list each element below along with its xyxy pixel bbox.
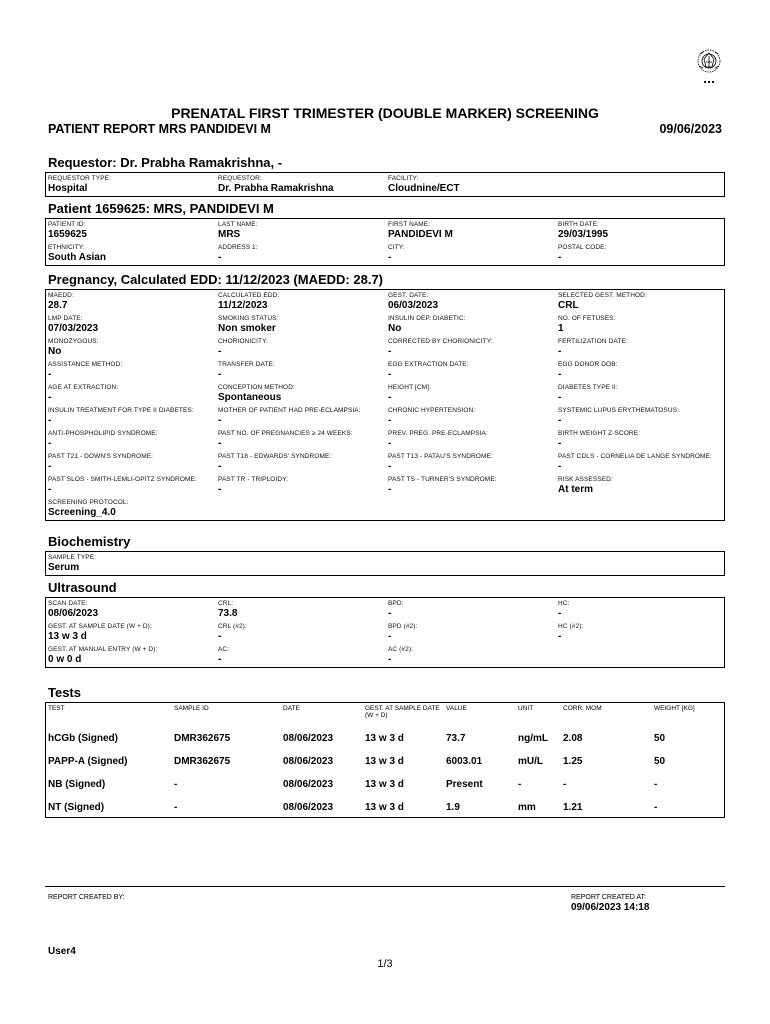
field-label: EGG DONOR DOB: bbox=[558, 361, 618, 368]
field-height-cm bbox=[386, 382, 556, 405]
field-scan-date bbox=[46, 598, 216, 621]
field-bpd bbox=[386, 598, 556, 621]
table-cell: 50 bbox=[654, 756, 666, 767]
table-cell: 13 w 3 d bbox=[365, 756, 404, 767]
field-value: 08/06/2023 bbox=[48, 608, 99, 619]
table-cell: 50 bbox=[654, 733, 666, 744]
field-value: - bbox=[388, 392, 392, 403]
table-cell: 08/06/2023 bbox=[283, 802, 334, 813]
field-maedd bbox=[46, 290, 216, 313]
field-value: 28.7 bbox=[48, 300, 68, 311]
field-label: GEST. AT SAMPLE DATE (W + D): bbox=[48, 623, 152, 630]
requestor-box bbox=[45, 172, 725, 197]
field-label: RISK ASSESSED: bbox=[558, 476, 613, 483]
field-address-1 bbox=[216, 242, 386, 265]
field-label: PREV. PREG. PRE-ECLAMPSIA: bbox=[388, 430, 488, 437]
table-cell: mU/L bbox=[518, 756, 543, 767]
field-birth-weight-z-score bbox=[556, 428, 724, 451]
field-lmp-date bbox=[46, 313, 216, 336]
field-value: - bbox=[218, 346, 222, 357]
field-label: DIABETES TYPE II: bbox=[558, 384, 618, 391]
field-label: SMOKING STATUS: bbox=[218, 315, 279, 322]
table-row bbox=[45, 727, 725, 750]
field-monozygous bbox=[46, 336, 216, 359]
field-value: - bbox=[388, 654, 392, 665]
table-cell: - bbox=[174, 802, 178, 813]
column-header-corr-mom: CORR. MOM bbox=[563, 705, 602, 712]
field-value: No bbox=[388, 323, 402, 334]
field-label: INSULIN TREATMENT FOR TYPE II DIABETES: bbox=[48, 407, 194, 414]
field-value: 06/03/2023 bbox=[388, 300, 439, 311]
field-past-cdls-cornelia-de-lange-syndrome bbox=[556, 451, 724, 474]
field-value: - bbox=[48, 461, 52, 472]
field-label: BIRTH DATE: bbox=[558, 221, 599, 228]
field-gest-at-sample-date-w-d bbox=[46, 621, 216, 644]
field-value: Spontaneous bbox=[218, 392, 282, 403]
field-value: - bbox=[218, 252, 222, 263]
field-value: - bbox=[388, 346, 392, 357]
field-label: GEST. AT MANUAL ENTRY (W + D): bbox=[48, 646, 158, 653]
field-age-at-extraction bbox=[46, 382, 216, 405]
field-value: Screening_4.0 bbox=[48, 507, 116, 518]
field-past-slos-smith-lemli-opitz-syndrome bbox=[46, 474, 216, 497]
field-label: SCAN DATE: bbox=[48, 600, 88, 607]
field-label: PAST SLOS - SMITH-LEMLI-OPITZ SYNDROME: bbox=[48, 476, 197, 483]
field-fertilization-date bbox=[556, 336, 724, 359]
pregnancy-heading: Pregnancy, Calculated EDD: 11/12/2023 (MAEDD: 28.7) bbox=[48, 272, 383, 287]
field-value: - bbox=[388, 369, 392, 380]
field-label: NO. OF FETUSES: bbox=[558, 315, 616, 322]
table-cell: 08/06/2023 bbox=[283, 733, 334, 744]
field-label: BPD: bbox=[388, 600, 404, 607]
field-past-t21-down-s-syndrome bbox=[46, 451, 216, 474]
field-label: CITY: bbox=[388, 244, 405, 251]
field-value: - bbox=[388, 438, 392, 449]
pregnancy-box bbox=[45, 289, 725, 521]
field-crl bbox=[216, 598, 386, 621]
page-number: 1/3 bbox=[377, 958, 393, 970]
tests-table bbox=[45, 702, 725, 819]
field-label: ETHNICITY: bbox=[48, 244, 85, 251]
field-anti-phospholipid-syndrome bbox=[46, 428, 216, 451]
field-systemic-lupus-erythematosus bbox=[556, 405, 724, 428]
field-label: PAST T21 - DOWN'S SYNDROME: bbox=[48, 453, 154, 460]
field-insulin-treatment-for-type-ii-diabetes bbox=[46, 405, 216, 428]
field-screening-protocol bbox=[46, 497, 216, 520]
table-cell: ng/mL bbox=[518, 733, 548, 744]
field-city bbox=[386, 242, 556, 265]
field-hc bbox=[556, 598, 724, 621]
table-cell: NT (Signed) bbox=[48, 802, 105, 813]
field-smoking-status bbox=[216, 313, 386, 336]
table-cell: hCGb (Signed) bbox=[48, 733, 118, 744]
field-value: - bbox=[218, 461, 222, 472]
field-value: - bbox=[558, 438, 562, 449]
tests-header-row bbox=[45, 702, 725, 727]
field-label: CALCULATED EDD: bbox=[218, 292, 280, 299]
field-value: - bbox=[388, 415, 392, 426]
field-no-of-fetuses bbox=[556, 313, 724, 336]
field-label: CRL: bbox=[218, 600, 234, 607]
field-value: - bbox=[388, 252, 392, 263]
field-label: CHRONIC HYPERTENSION: bbox=[388, 407, 476, 414]
field-birth-date bbox=[556, 219, 724, 242]
field-label: GEST. DATE: bbox=[388, 292, 429, 299]
field-value: At term bbox=[558, 484, 594, 495]
table-cell: 2.08 bbox=[563, 733, 583, 744]
field-label: CHORIONICITY: bbox=[218, 338, 269, 345]
field-egg-donor-dob bbox=[556, 359, 724, 382]
field-value: 11/12/2023 bbox=[218, 300, 268, 311]
field-label: MOTHER OF PATIENT HAD PRE-ECLAMPSIA: bbox=[218, 407, 361, 414]
field-value: No bbox=[48, 346, 62, 357]
field-label: HEIGHT [CM]: bbox=[388, 384, 431, 391]
field-label: TRANSFER DATE: bbox=[218, 361, 275, 368]
field-past-no-of-pregnancies-24-weeks bbox=[216, 428, 386, 451]
field-label: POSTAL CODE: bbox=[558, 244, 607, 251]
table-cell: mm bbox=[518, 802, 536, 813]
field-transfer-date bbox=[216, 359, 386, 382]
field-label: HC: bbox=[558, 600, 570, 607]
field-value: - bbox=[558, 392, 562, 403]
field-label: PAST TS - TURNER'S SYNDROME: bbox=[388, 476, 497, 483]
field-assistance-method bbox=[46, 359, 216, 382]
table-cell: 13 w 3 d bbox=[365, 802, 404, 813]
field-label: AC (#2): bbox=[388, 646, 414, 653]
field-gest-at-manual-entry-w-d bbox=[46, 644, 216, 667]
table-cell: 6003.01 bbox=[446, 756, 483, 767]
table-cell: 1.9 bbox=[446, 802, 460, 813]
field-hc-2 bbox=[556, 621, 724, 644]
table-cell: DMR362675 bbox=[174, 733, 231, 744]
field-selected-gest-method bbox=[556, 290, 724, 313]
table-cell: NB (Signed) bbox=[48, 779, 106, 790]
field-sample-type: SAMPLE TYPE: Serum bbox=[48, 554, 97, 573]
field-requestor: REQUESTOR: Dr. Prabha Ramakrishna bbox=[218, 175, 334, 194]
field-past-t18-edwards-syndrome bbox=[216, 451, 386, 474]
field-value: - bbox=[48, 484, 52, 495]
field-bpd-2 bbox=[386, 621, 556, 644]
created-at-label: REPORT CREATED AT: bbox=[571, 894, 646, 901]
column-header-test: TEST bbox=[48, 705, 65, 712]
field-label: BPD (#2): bbox=[388, 623, 418, 630]
requestor-heading: Requestor: Dr. Prabha Ramakrishna, - bbox=[48, 155, 283, 170]
table-cell: 13 w 3 d bbox=[365, 779, 404, 790]
field-label: PAST TR - TRIPLOIDY: bbox=[218, 476, 289, 483]
ultrasound-box bbox=[45, 597, 725, 668]
field-label: LMP DATE: bbox=[48, 315, 83, 322]
field-value: - bbox=[218, 369, 222, 380]
field-chorionicity bbox=[216, 336, 386, 359]
biochemistry-box bbox=[45, 551, 725, 576]
field-label: SYSTEMIC LUPUS ERYTHEMATOSUS: bbox=[558, 407, 680, 414]
svg-text:▪ ▪ ▪: ▪ ▪ ▪ bbox=[703, 79, 715, 84]
table-row bbox=[45, 773, 725, 796]
column-header-date: DATE bbox=[283, 705, 300, 712]
field-value: - bbox=[388, 461, 392, 472]
field-value: - bbox=[388, 631, 392, 642]
institution-seal-logo bbox=[694, 44, 724, 86]
table-cell: 08/06/2023 bbox=[283, 756, 334, 767]
column-header-value: VALUE bbox=[446, 705, 467, 712]
field-past-ts-turner-s-syndrome bbox=[386, 474, 556, 497]
field-egg-extraction-date bbox=[386, 359, 556, 382]
report-date: 09/06/2023 bbox=[659, 122, 722, 136]
field-label: PAST CDLS - CORNELIA DE LANGE SYNDROME: bbox=[558, 453, 712, 460]
field-value: - bbox=[48, 392, 52, 403]
column-header-gest-at-sample-date-w-d: GEST. AT SAMPLE DATE (W + D) bbox=[365, 705, 440, 719]
field-value: - bbox=[558, 608, 562, 619]
field-value: South Asian bbox=[48, 252, 106, 263]
field-label: CORRECTED BY CHORIONICITY: bbox=[388, 338, 493, 345]
table-row bbox=[45, 750, 725, 773]
field-requestor-type: REQUESTOR TYPE: Hospital bbox=[48, 175, 112, 194]
field-value: 1659625 bbox=[48, 229, 87, 240]
user-name: User4 bbox=[48, 946, 76, 957]
field-label: EGG EXTRACTION DATE: bbox=[388, 361, 469, 368]
field-ethnicity bbox=[46, 242, 216, 265]
field-value: 13 w 3 d bbox=[48, 631, 87, 642]
field-value: - bbox=[558, 461, 562, 472]
field-label: CRL (#2): bbox=[218, 623, 247, 630]
created-by-label: REPORT CREATED BY: bbox=[48, 894, 125, 901]
field-value: - bbox=[558, 252, 562, 263]
table-cell: PAPP-A (Signed) bbox=[48, 756, 128, 767]
field-label: FERTILIZATION DATE: bbox=[558, 338, 628, 345]
table-row bbox=[45, 796, 725, 819]
field-value: - bbox=[218, 438, 222, 449]
table-cell: - bbox=[654, 802, 658, 813]
field-label: PAST NO. OF PREGNANCIES ≥ 24 WEEKS: bbox=[218, 430, 353, 437]
field-mother-of-patient-had-pre-eclampsia bbox=[216, 405, 386, 428]
field-value: - bbox=[218, 484, 222, 495]
table-cell: 13 w 3 d bbox=[365, 733, 404, 744]
field-label: BIRTH WEIGHT Z-SCORE: bbox=[558, 430, 641, 437]
field-label: PAST T13 - PATAU'S SYNDROME: bbox=[388, 453, 493, 460]
field-label: PATIENT ID: bbox=[48, 221, 86, 228]
field-value: 0 w 0 d bbox=[48, 654, 82, 665]
field-label: ADDRESS 1: bbox=[218, 244, 258, 251]
report-title: PRENATAL FIRST TRIMESTER (DOUBLE MARKER) SCREENING bbox=[171, 105, 599, 121]
table-cell: 08/06/2023 bbox=[283, 779, 334, 790]
field-value: - bbox=[558, 631, 562, 642]
field-label: PAST T18 - EDWARDS' SYNDROME: bbox=[218, 453, 332, 460]
field-last-name bbox=[216, 219, 386, 242]
table-cell: - bbox=[654, 779, 658, 790]
field-past-tr-triploidy bbox=[216, 474, 386, 497]
field-diabetes-type-ii bbox=[556, 382, 724, 405]
field-value: - bbox=[558, 346, 562, 357]
table-cell: - bbox=[563, 779, 567, 790]
table-cell: Present bbox=[446, 779, 483, 790]
field-value: - bbox=[48, 415, 52, 426]
patient-heading: Patient 1659625: MRS, PANDIDEVI M bbox=[48, 201, 274, 216]
field-insulin-dep-diabetic bbox=[386, 313, 556, 336]
table-cell: 1.21 bbox=[563, 802, 583, 813]
field-value: PANDIDEVI M bbox=[388, 229, 453, 240]
created-at-value: 09/06/2023 14:18 bbox=[571, 902, 650, 913]
field-label: AGE AT EXTRACTION: bbox=[48, 384, 119, 391]
field-postal-code bbox=[556, 242, 724, 265]
column-header-sample-id: SAMPLE ID bbox=[174, 705, 209, 712]
table-cell: DMR362675 bbox=[174, 756, 231, 767]
field-value: - bbox=[558, 415, 562, 426]
field-label: INSULIN DEP. DIABETIC: bbox=[388, 315, 466, 322]
patient-box bbox=[45, 218, 725, 266]
table-cell: 1.25 bbox=[563, 756, 583, 767]
field-value: - bbox=[218, 631, 222, 642]
report-subtitle: PATIENT REPORT MRS PANDIDEVI M bbox=[48, 122, 271, 136]
field-crl-2 bbox=[216, 621, 386, 644]
field-value: - bbox=[558, 369, 562, 380]
field-value: 73.8 bbox=[218, 608, 238, 619]
ultrasound-heading: Ultrasound bbox=[48, 580, 117, 595]
field-label: MAEDD: bbox=[48, 292, 74, 299]
table-cell: 73.7 bbox=[446, 733, 466, 744]
table-cell: - bbox=[518, 779, 522, 790]
field-label: CONCEPTION METHOD: bbox=[218, 384, 295, 391]
footer-divider bbox=[45, 886, 725, 887]
field-value: 29/03/1995 bbox=[558, 229, 609, 240]
field-label: MONOZYGOUS: bbox=[48, 338, 99, 345]
column-header-weight-kg: WEIGHT [KG] bbox=[654, 705, 695, 712]
field-value: - bbox=[388, 608, 392, 619]
field-value: - bbox=[218, 415, 222, 426]
field-risk-assessed bbox=[556, 474, 724, 497]
column-header-unit: UNIT bbox=[518, 705, 534, 712]
field-value: 1 bbox=[558, 323, 564, 334]
field-conception-method bbox=[216, 382, 386, 405]
field-calculated-edd bbox=[216, 290, 386, 313]
field-gest-date bbox=[386, 290, 556, 313]
field-chronic-hypertension bbox=[386, 405, 556, 428]
field-label: ANTI-PHOSPHOLIPID SYNDROME: bbox=[48, 430, 158, 437]
field-facility: FACILITY: Cloudnine/ECT bbox=[388, 175, 460, 194]
field-value: - bbox=[48, 438, 52, 449]
tests-heading: Tests bbox=[48, 685, 81, 700]
table-cell: - bbox=[174, 779, 178, 790]
field-value: 07/03/2023 bbox=[48, 323, 99, 334]
field-value: MRS bbox=[218, 229, 241, 240]
field-label: SCREENING PROTOCOL: bbox=[48, 499, 129, 506]
field-label: SELECTED GEST. METHOD: bbox=[558, 292, 647, 299]
field-label: LAST NAME: bbox=[218, 221, 258, 228]
field-value: - bbox=[218, 654, 222, 665]
field-ac-2 bbox=[386, 644, 556, 667]
field-past-t13-patau-s-syndrome bbox=[386, 451, 556, 474]
field-value: CRL bbox=[558, 300, 579, 311]
field-patient-id bbox=[46, 219, 216, 242]
field-corrected-by-chorionicity bbox=[386, 336, 556, 359]
field-value: - bbox=[48, 369, 52, 380]
field-prev-preg-pre-eclampsia bbox=[386, 428, 556, 451]
field-first-name bbox=[386, 219, 556, 242]
field-label: HC (#2): bbox=[558, 623, 584, 630]
field-value: - bbox=[388, 484, 392, 495]
field-value: Non smoker bbox=[218, 323, 276, 334]
field-label: ASSISTANCE METHOD: bbox=[48, 361, 123, 368]
field-label: FIRST NAME: bbox=[388, 221, 431, 228]
field-label: AC: bbox=[218, 646, 230, 653]
biochemistry-heading: Biochemistry bbox=[48, 534, 131, 549]
field-ac bbox=[216, 644, 386, 667]
